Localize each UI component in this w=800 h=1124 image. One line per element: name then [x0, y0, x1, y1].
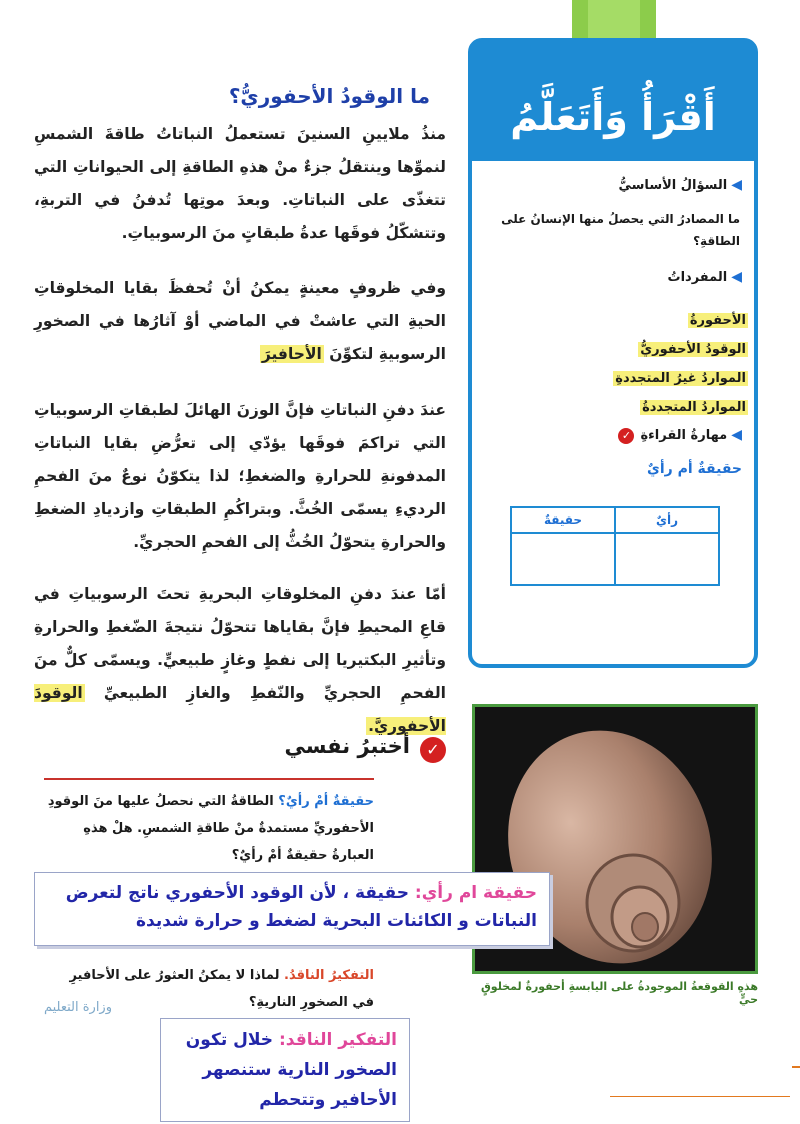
- vocab-label: المفرداتُ: [667, 270, 728, 285]
- paragraph-2: [34, 272, 446, 371]
- ministry-watermark: وزارة التعليم: [43, 1000, 112, 1015]
- paragraph-2-text: وفي ظروفٍ معينةٍ يمكنُ أنْ تُحفظَ بقايا المخلوقاتِ الحيةِ التي عاشتْ في الماضي أوْ آثارُها في الصخورِ الرسوبيةِ لتكوِّنَ: [34, 279, 446, 363]
- essential-question-label: السؤالُ الأساسيُّ: [618, 178, 728, 193]
- paragraph-3: عندَ دفنِ النباتاتِ فإنَّ الوزنَ الهائلَ لطبقاتِ الرسوبياتِ التي تراكمَ فوقَها يؤدّي إلى تعرُّضِ بقايا النباتاتِ المدفونةِ للحرارةِ والضغطِ؛ لذا يتكوّنُ نوعٌ منَ الفحمِ الرديءِ يسمّى الخُثَّ. وبتراكُمِ الطبقاتِ وازديادِ الضغطِ والحرارةِ يتحوّلُ الخُثُّ إلى الفحمِ الحجريِّ.: [34, 401, 446, 551]
- question-text: الطاقةُ التي نحصلُ عليها منَ الوقودِ الأحفوريِّ مستمدةٌ منْ طاقةِ الشمسِ. هلْ هذهِ العبارةُ حقيقةٌ أمْ رأيٌ؟: [47, 794, 374, 863]
- answer-label: التفكير الناقد:: [279, 1030, 397, 1050]
- check-icon: ✓: [618, 428, 634, 444]
- table-cell: [511, 533, 615, 585]
- vocab-item: المواردُ المتجددةُ: [642, 400, 746, 415]
- question-fact-opinion: [44, 788, 374, 869]
- check-icon: ✓: [420, 737, 446, 763]
- term-fossils: الأحافيرَ: [261, 345, 322, 363]
- table-cell: [615, 533, 719, 585]
- answer-text: خلال تكون الصخور النارية ستنصهر الأحافير وتتحطم: [185, 1030, 397, 1110]
- triangle-bullet-icon: ◀: [731, 177, 742, 193]
- paragraph-1: منذُ ملايينِ السنينَ تستعملُ النباتاتُ طاقةَ الشمسِ لنموِّها وينتقلُ جزءٌ منْ هذهِ الطاقةِ إلى الحيواناتِ التي تتغذّى على النباتاتِ. وبعدَ موتِها تُدفنُ في التربةِ، وتتشكّلُ فوقَها عدةُ طبقاتٍ منَ الرسوبياتِ.: [34, 125, 446, 242]
- photo-caption: هذهِ القوقعةُ الموجودةُ على اليابسةِ أحفورةٌ لمخلوقٍ حيٍّ: [480, 980, 758, 1006]
- triangle-bullet-icon: ◀: [731, 269, 742, 285]
- decorative-line: [610, 1096, 790, 1097]
- reading-skill-label: مهارةُ القراءةِ: [640, 428, 728, 443]
- divider: [44, 778, 374, 780]
- vocab-item: الوقودُ الأحفوريُّ: [640, 342, 746, 357]
- reading-skill-label-row: [490, 424, 742, 447]
- fact-opinion-table: [510, 506, 720, 586]
- decorative-line: [792, 1066, 800, 1068]
- section-heading: ما الوقودُ الأحفوريُّ؟: [228, 84, 430, 108]
- essential-question-label-row: [490, 174, 742, 197]
- table-header-opinion: رأيٌ: [615, 507, 719, 533]
- table-header-fact: حقيقةٌ: [511, 507, 615, 533]
- paragraph-4-text: أمّا عندَ دفنِ المخلوقاتِ البحريةِ تحتَ الرسوبياتِ في قاعِ المحيطِ فإنَّ بقاياها تتحوّلُ نتيجةَ الضّغطِ والحرارةِ وتأثيرِ البكتيريا إلى نفطٍ وغازٍ طبيعيٍّ. ويسمّى كلٌّ منَ الفحمِ الحجريِّ والنّفطِ والغازِ الطبيعيِّ: [34, 585, 446, 702]
- answer-critical-thinking: [160, 1018, 410, 1122]
- reading-skill-value: حقيقةٌ أم رأيٌ: [647, 461, 742, 477]
- question-text: لماذا لا يمكنُ العثورُ على الأحافيرِ في الصخورِ الناريةِ؟: [69, 968, 374, 1010]
- answer-fact-opinion: [34, 872, 550, 946]
- question-lead: التفكيرُ الناقدُ.: [284, 968, 374, 983]
- vocab-item: المواردُ غيرُ المتجددةِ: [615, 371, 746, 386]
- answer-label: حقيقة ام رأي:: [414, 883, 537, 903]
- read-and-learn-header: [471, 41, 755, 161]
- answer-text: حقيقة ، لأن الوقود الأحفوري ناتج لتعرض النباتات و الكائنات البحرية لضغط و حرارة شديدة: [65, 883, 537, 931]
- question-lead: حقيقةٌ أمْ رأيٌ؟: [278, 794, 374, 809]
- essential-question-text: ما المصادرُ التي يحصلُ منها الإنسانُ على الطاقةِ؟: [501, 212, 740, 248]
- vocab-list: [560, 306, 748, 422]
- read-and-learn-title: أَقْرَأُ وَأَتَعَلَّمُ: [510, 95, 716, 139]
- paragraph-4: [34, 578, 446, 743]
- selftest-title: أختبرُ نفسي: [284, 734, 410, 758]
- triangle-bullet-icon: ◀: [731, 427, 742, 443]
- term-fossil-fuel: الوقودَ الأحفوريَّ.: [34, 684, 446, 735]
- vocab-label-row: [490, 266, 742, 289]
- vocab-item: الأحفورةُ: [689, 313, 746, 328]
